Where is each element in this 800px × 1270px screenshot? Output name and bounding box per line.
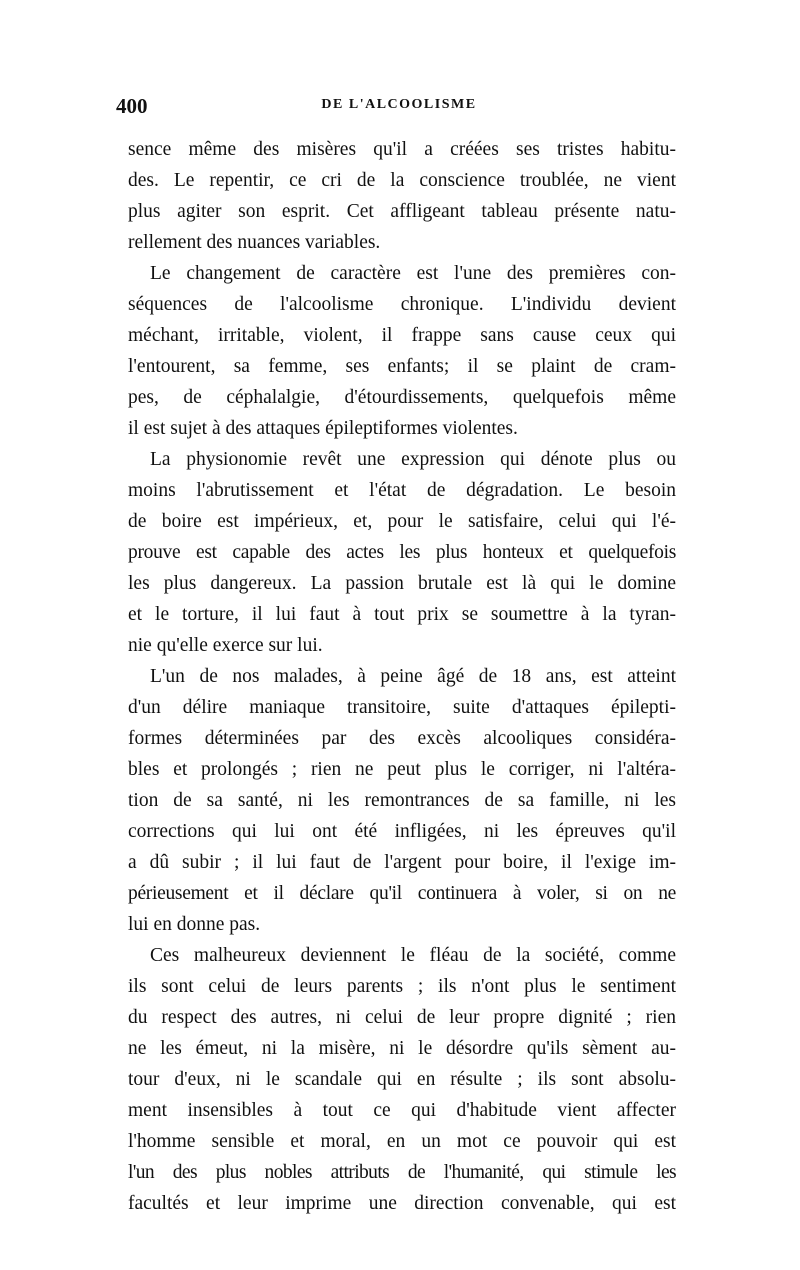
text-line: pes, de céphalalgie, d'étourdissements, quelquefois même: [128, 387, 676, 408]
text-line: séquences de l'alcoolisme chronique. L'individu devient: [128, 294, 676, 315]
text-line: périeusement et il déclare qu'il continuera à voler, si on ne: [128, 883, 676, 904]
text-line: tour d'eux, ni le scandale qui en résulte ; ils sont absolu-: [128, 1069, 676, 1090]
running-head: [116, 94, 682, 120]
running-title: DE L'ALCOOLISME: [321, 97, 477, 112]
text-line: tion de sa santé, ni les remontrances de sa famille, ni les: [128, 790, 676, 811]
text-line: du respect des autres, ni celui de leur propre dignité ; rien: [128, 1007, 676, 1028]
text-line: formes déterminées par des excès alcooliques considéra-: [128, 728, 676, 749]
text-line: l'entourent, sa femme, ses enfants; il se plaint de cram-: [128, 356, 676, 377]
text-line: a dû subir ; il lui faut de l'argent pour boire, il l'exige im-: [128, 852, 676, 873]
body-text: [128, 134, 676, 1219]
text-line: L'un de nos malades, à peine âgé de 18 ans, est atteint: [150, 666, 676, 687]
text-line: Le changement de caractère est l'une des premières con-: [150, 263, 676, 284]
text-line: moins l'abrutissement et l'état de dégradation. Le besoin: [128, 480, 676, 501]
text-line: bles et prolongés ; rien ne peut plus le corriger, ni l'altéra-: [128, 759, 676, 780]
text-line: facultés et leur imprime une direction convenable, qui est: [128, 1193, 676, 1214]
text-line: ne les émeut, ni la misère, ni le désordre qu'ils sèment au-: [128, 1038, 676, 1059]
text-line: des. Le repentir, ce cri de la conscience troublée, ne vient: [128, 170, 676, 191]
text-line: d'un délire maniaque transitoire, suite d'attaques épilepti-: [128, 697, 676, 718]
text-line: ils sont celui de leurs parents ; ils n'ont plus le sentiment: [128, 976, 676, 997]
text-line: les plus dangereux. La passion brutale est là qui le domine: [128, 573, 676, 594]
text-line: l'un des plus nobles attributs de l'humanité, qui stimule les: [128, 1162, 676, 1183]
text-line: plus agiter son esprit. Cet affligeant tableau présente natu-: [128, 201, 676, 222]
text-line: La physionomie revêt une expression qui dénote plus ou: [150, 449, 676, 470]
text-line: de boire est impérieux, et, pour le satisfaire, celui qui l'é-: [128, 511, 676, 532]
text-line: prouve est capable des actes les plus honteux et quelquefois: [128, 542, 676, 563]
text-line: nie qu'elle exerce sur lui.: [128, 635, 323, 656]
text-line: ment insensibles à tout ce qui d'habitude vient affecter: [128, 1100, 676, 1121]
page-number: 400: [116, 94, 148, 118]
text-line: il est sujet à des attaques épileptiformes violentes.: [128, 418, 518, 439]
text-line: Ces malheureux deviennent le fléau de la société, comme: [150, 945, 676, 966]
text-line: corrections qui lui ont été infligées, ni les épreuves qu'il: [128, 821, 676, 842]
text-line: et le torture, il lui faut à tout prix se soumettre à la tyran-: [128, 604, 676, 625]
text-line: méchant, irritable, violent, il frappe sans cause ceux qui: [128, 325, 676, 346]
text-line: l'homme sensible et moral, en un mot ce pouvoir qui est: [128, 1131, 676, 1152]
text-line: lui en donne pas.: [128, 914, 261, 935]
text-line: rellement des nuances variables.: [128, 232, 381, 253]
text-line: sence même des misères qu'il a créées ses tristes habitu-: [128, 139, 676, 160]
